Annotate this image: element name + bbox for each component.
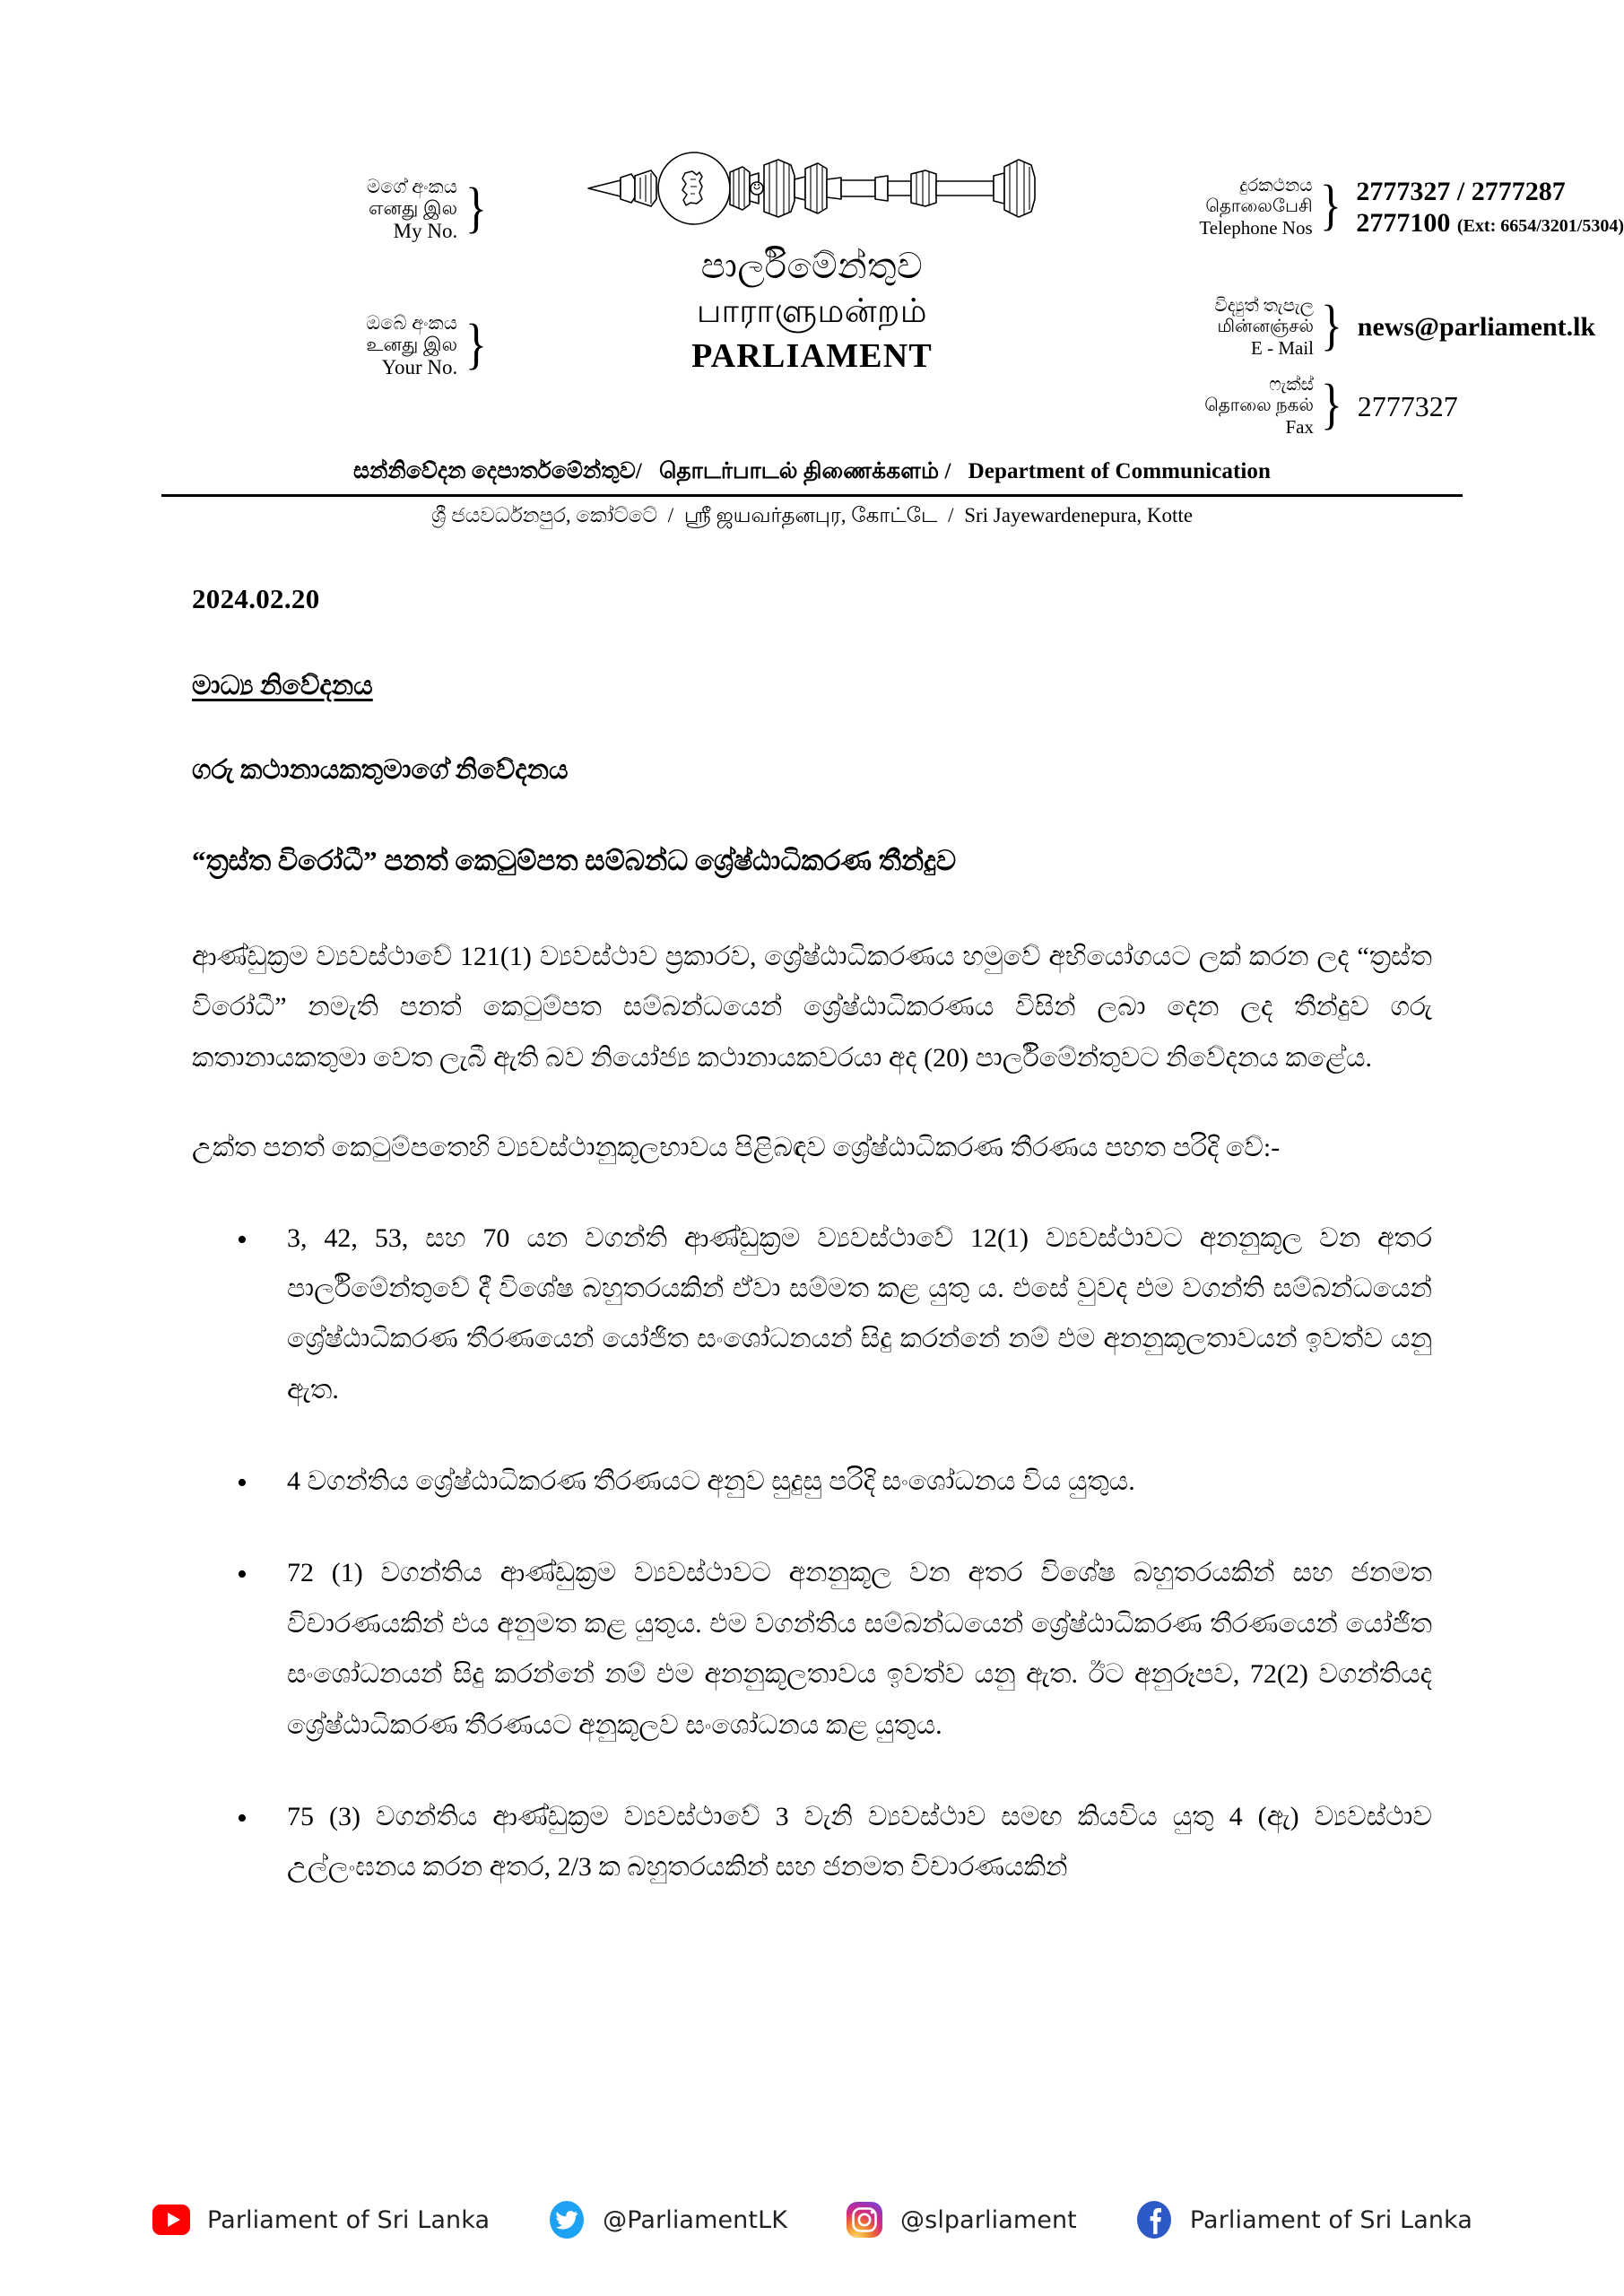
- telephone-label-english: Telephone Nos: [1199, 217, 1313, 239]
- org-title-sinhala: පාර්ලිමේන්තුව: [700, 246, 924, 286]
- list-item: • 75 (3) වගන්තිය ආණ්ඩුක්‍රම ව්‍යවස්ථාවේ 3 වැනි ව්‍යවස්ථාව සමඟ කියවිය යුතු 4 (ඇ) ව්‍යවස්ථාව උල්ලංඝනය කරන අතර, 2/3 ක බහුතරයකින් සහ ජනමත විචාරණයකින්: [192, 1792, 1432, 1893]
- instagram-label: @slparliament: [900, 2205, 1077, 2234]
- telephone-label-tamil: தொலைபேசி: [1205, 196, 1313, 217]
- address-separator-2: /: [948, 504, 954, 526]
- facebook-icon: [1134, 2200, 1174, 2239]
- speaker-announcement-heading: ගරු කථානායකතුමාගේ නිවේදනය: [192, 755, 569, 785]
- body-paragraph: උක්ත පනත් කෙටුම්පතෙහි ව්‍යවස්ථානුකූලභාවය පිළිබඳව ශ්‍රේෂ්ඨාධිකරණ තීරණය පහත පරිදි වේ:-: [192, 1133, 1281, 1163]
- your-no-block: [167, 312, 490, 379]
- list-item: • 72 (1) වගන්තිය ආණ්ඩුක්‍රම ව්‍යවස්ථාවට අනනුකූල වන අතර විශේෂ බහුතරයකින් සහ ජනමත විචාරණයකින් එය අනුමත කළ යුතුය. එම වගන්තිය සම්බන්ධයෙන් ශ්‍රේෂ්ඨාධිකරණ තීරණයෙන් යෝජිත සංශෝධනයන් සිදු කරන්නේ නම් එම අනනුකූලතාවය ඉවත්ව යනු ඇත. ඊට අනුරූපව, 72(2) වගන්තියද ශ්‍රේෂ්ඨාධිකරණ තීරණයට අනුකූලව සංශෝධනය කළ යුතුය.: [192, 1548, 1432, 1751]
- facebook-label: Parliament of Sri Lanka: [1189, 2205, 1472, 2234]
- brace-icon: }: [465, 313, 488, 375]
- address-english: Sri Jayewardenepura, Kotte: [964, 504, 1194, 526]
- email-label-english: E - Mail: [1251, 337, 1314, 360]
- youtube-icon: [152, 2200, 191, 2239]
- letterhead: [0, 0, 1624, 526]
- telephone-block: [1148, 176, 1624, 239]
- social-media-footer: [0, 2144, 1624, 2296]
- telephone-value-secondary: 2777100: [1356, 208, 1451, 239]
- telephone-label-sinhala: දුරකථනය: [1239, 176, 1313, 196]
- your-no-english: Your No.: [381, 355, 458, 378]
- brace-icon: }: [1320, 374, 1342, 436]
- social-link-twitter[interactable]: [547, 2200, 787, 2239]
- body-paragraph: ආණ්ඩුක්‍රම ව්‍යවස්ථාවේ 121(1) ව්‍යවස්ථාව ප්‍රකාරව, ශ්‍රේෂ්ඨාධිකරණය හමුවේ අභියෝගයට ලක් කරන ලද “ත්‍රස්ත විරෝධී” නමැති පනත් කෙටුම්පත සම්බන්ධයෙන් ශ්‍රේෂ්ඨාධිකරණය විසින් ලබා දෙන ලද තීන්දුව ගරු කතානායකතුමා වෙත ලැබී ඇති බව නියෝජ්‍ය කථානායකවරයා අද (20) පාර්ලිමේන්තුවට නිවේදනය කළේය.: [192, 941, 1432, 1073]
- my-no-sinhala: මගේ අංකය: [366, 176, 458, 197]
- fax-label-english: Fax: [1285, 416, 1314, 439]
- twitter-icon: [547, 2200, 586, 2239]
- email-value[interactable]: news@parliament.lk: [1357, 312, 1596, 343]
- list-item: • 3, 42, 53, සහ 70 යන වගන්ති ආණ්ඩුක්‍රම ව්‍යවස්ථාවේ 12(1) ව්‍යවස්ථාවට අනනුකූල වන අතර පාර්ලිමේන්තුවේ දී විශේෂ බහුතරයකින් ඒවා සම්මත කළ යුතු ය. එසේ වුවද එම වගන්ති සම්බන්ධයෙන් ශ්‍රේෂ්ඨාධිකරණ තීරණයෙන් යෝජිත සංශෝධනයන් සිදු කරන්නේ නම් එම අනනුකූලතාවයන් ඉවත්ව යනු ඇත.: [192, 1213, 1432, 1416]
- address-sinhala: ශ්‍රී ජයවර්ධනපුර, කෝට්ටේ: [430, 504, 658, 526]
- twitter-label: @ParliamentLK: [603, 2205, 788, 2234]
- document-body: [192, 583, 1432, 1935]
- fax-value: 2777327: [1357, 389, 1458, 422]
- header-divider: [161, 494, 1463, 497]
- instagram-icon: [845, 2200, 884, 2239]
- fax-label-tamil: தொலை நகல்: [1204, 396, 1314, 416]
- department-line: [0, 459, 1624, 487]
- org-title-tamil: பாராளுமன்றம்: [696, 293, 928, 330]
- list-item: • 4 වගන්තිය ශ්‍රේෂ්ඨාධිකරණ තීරණයට අනුව සුදුසු පරිදි සංශෝධනය විය යුතුය.: [192, 1457, 1432, 1507]
- department-english: Department of Communication: [968, 459, 1272, 483]
- your-no-tamil: உனது இல: [366, 334, 458, 356]
- org-identity: [534, 144, 1090, 378]
- social-link-instagram[interactable]: [845, 2200, 1077, 2239]
- email-label-sinhala: විද්‍යුත් තැපැල: [1214, 296, 1314, 316]
- telephone-value-primary: 2777327 / 2777287: [1356, 177, 1566, 206]
- your-no-sinhala: ඔබේ අංකය: [366, 312, 458, 334]
- social-link-facebook[interactable]: [1134, 2200, 1472, 2239]
- department-tamil: தொடர்பாடல் திணைக்களம் /: [658, 459, 951, 483]
- my-no-tamil: எனது இல: [368, 197, 458, 220]
- brace-icon: }: [1319, 175, 1342, 237]
- youtube-label: Parliament of Sri Lanka: [207, 2205, 491, 2234]
- social-link-youtube[interactable]: [152, 2200, 490, 2239]
- my-no-block: [167, 176, 490, 243]
- brace-icon: }: [465, 177, 488, 239]
- parliament-mace-icon: [579, 144, 1046, 233]
- address-separator-1: /: [667, 504, 674, 526]
- org-title-english: PARLIAMENT: [691, 337, 933, 376]
- page-title: “ත්‍රස්ත විරෝධී” පනත් කෙටුම්පත සම්බන්ධ ශ්‍රේෂ්ඨාධිකරණ තීන්දුව: [192, 845, 957, 876]
- department-sinhala: සන්නිවේදන දෙපාර්තමේන්තුව/: [352, 459, 642, 483]
- fax-block: [1148, 375, 1624, 439]
- media-release-heading: මාධ්‍ය නිවේදනය: [192, 671, 373, 700]
- brace-icon: }: [1320, 295, 1342, 357]
- document-date: 2024.02.20: [192, 583, 320, 614]
- email-block: [1148, 296, 1624, 360]
- fax-label-sinhala: ෆැක්ස්: [1269, 375, 1314, 395]
- telephone-extensions: (Ext: 6654/3201/5304): [1456, 216, 1624, 237]
- address-line: [0, 504, 1624, 530]
- email-label-tamil: மின்னஞ்சல்: [1217, 317, 1314, 337]
- determination-list: [192, 1213, 1432, 1893]
- my-no-english: My No.: [393, 219, 458, 242]
- address-tamil: ஸ்ரீ ஜயவர்தனபுர, கோட்டே: [683, 504, 938, 526]
